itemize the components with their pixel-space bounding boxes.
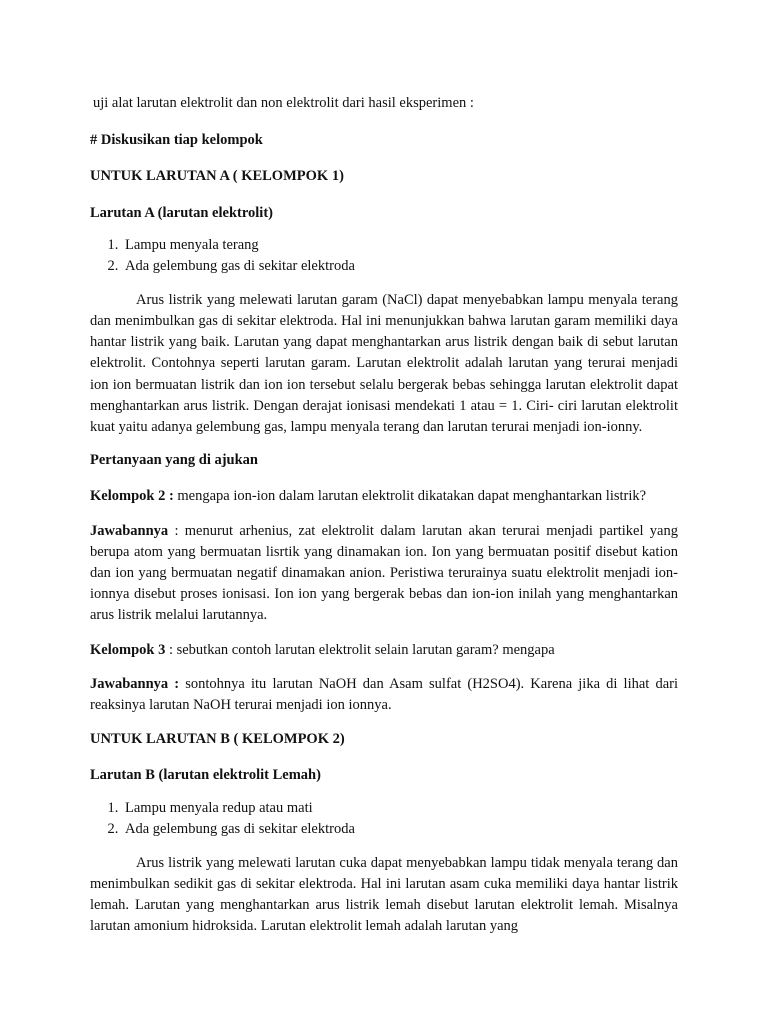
section-b-paragraph: Arus listrik yang melewati larutan cuka dapat menyebabkan lampu tidak menyala terang dan menimbulkan sedikit gas di sekitar elektroda. Hal ini larutan asam cuka memiliki daya hantar listrik lemah. Larutan yang menghantarkan arus listrik lemah disebut larutan elektrolit lemah. Misalnya larutan amonium hidroksida. Larutan elektrolit lemah adalah larutan yang bbox=[90, 854, 678, 935]
question-1-label: Kelompok 2 : bbox=[90, 488, 174, 505]
question-1-text: mengapa ion-ion dalam larutan elektrolit dikatakan dapat menghantarkan listrik? bbox=[173, 488, 647, 505]
question-1 bbox=[90, 486, 678, 507]
section-b-observation-list bbox=[90, 798, 678, 840]
list-item: 1. Lampu menyala redup atau mati bbox=[122, 798, 678, 819]
answer-1-text: : menurut arhenius, zat elektrolit dalam larutan akan terurai menjadi partikel yang berupa atom yang bermuatan lisrtik yang dinamakan ion. Ion yang bermuatan positif disebut kation dan ion yang bermuatan negatif dinamakan anion. Peristiwa terurainya suatu elektrolit menjadi ion-ionnya disebut proses ionisasi. Ion ion yang bergerak bebas dan ion-ion inilah yang menghantarkan arus listrik melalui larutannya. bbox=[90, 522, 678, 624]
document-page bbox=[90, 93, 678, 949]
question-2-label: Kelompok 3 bbox=[90, 641, 166, 658]
question-2 bbox=[90, 640, 678, 661]
section-a-heading: UNTUK LARUTAN A ( KELOMPOK 1) bbox=[90, 168, 344, 185]
answer-2 bbox=[90, 674, 678, 716]
discussion-heading: # Diskusikan tiap kelompok bbox=[90, 132, 263, 149]
answer-1-label: Jawabannya bbox=[90, 522, 169, 539]
list-item: 2. Ada gelembung gas di sekitar elektroda bbox=[122, 256, 678, 277]
answer-2-text: sontohnya itu larutan NaOH dan Asam sulfat (H2SO4). Karena jika di lihat dari reaksinya larutan NaOH terurai menjadi ion ionnya. bbox=[90, 675, 679, 714]
questions-heading: Pertanyaan yang di ajukan bbox=[90, 452, 258, 469]
section-a-paragraph: Arus listrik yang melewati larutan garam (NaCl) dapat menyebabkan lampu menyala terang dan menimbulkan gas di sekitar elektroda. Hal ini menunjukkan bahwa larutan garam memiliki daya hantar listrik yang baik. Larutan yang dapat menghantarkan arus listrik dengan baik di sebut larutan elektrolit. Contohnya seperti larutan garam. Larutan elektrolit adalah larutan yang terurai menjadi ion ion bermuatan listrik dan ion ion tersebut selalu bergerak bebas sehingga larutan elektrolit dapat menghantarkan arus listrik. Dengan derajat ionisasi mendekati 1 atau = 1. Ciri- ciri larutan elektrolit kuat yaitu adanya gelembung gas, lampu menyala terang dan larutan terurai menjadi ion-ionny. bbox=[90, 291, 678, 436]
section-a-observation-list bbox=[90, 235, 678, 277]
answer-1 bbox=[90, 521, 678, 627]
section-a-subheading: Larutan A (larutan elektrolit) bbox=[90, 204, 273, 221]
section-b-heading: UNTUK LARUTAN B ( KELOMPOK 2) bbox=[90, 731, 345, 748]
list-item: 2. Ada gelembung gas di sekitar elektroda bbox=[122, 819, 678, 840]
intro-line: uji alat larutan elektrolit dan non elektrolit dari hasil eksperimen : bbox=[93, 95, 474, 111]
section-b-subheading: Larutan B (larutan elektrolit Lemah) bbox=[90, 767, 321, 784]
list-item: 1. Lampu menyala terang bbox=[122, 235, 678, 256]
question-2-text: : sebutkan contoh larutan elektrolit selain larutan garam? mengapa bbox=[165, 641, 555, 658]
answer-2-label: Jawabannya : bbox=[90, 675, 186, 692]
